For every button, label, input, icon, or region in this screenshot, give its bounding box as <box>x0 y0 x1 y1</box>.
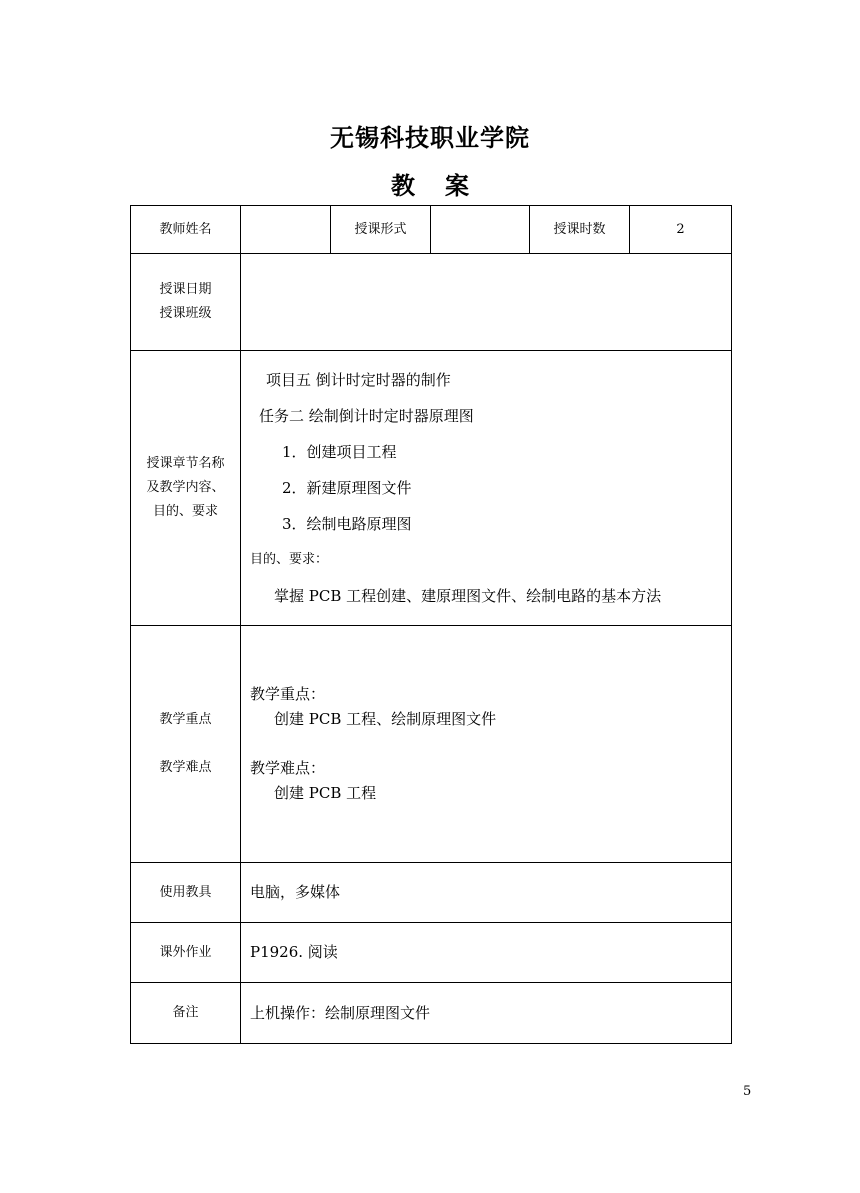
teaching-form-label: 授课形式 <box>331 206 431 254</box>
task-title: 任务二 绘制倒计时定时器原理图 <box>259 407 474 425</box>
teaching-hours-label: 授课时数 <box>530 206 630 254</box>
page-number: 5 <box>743 1084 752 1099</box>
chapter-content-cell <box>241 351 732 626</box>
goal-text: 掌握 PCB 工程创建、建原理图文件、绘制电路的基本方法 <box>274 587 662 605</box>
chapter-content-label-line: 目的、要求 <box>152 504 218 519</box>
teacher-name-label: 教师姓名 <box>131 206 241 254</box>
chapter-content-label-line: 及教学内容、 <box>146 480 225 495</box>
key-point-text: 创建 PCB 工程、绘制原理图文件 <box>274 710 497 728</box>
step-item: 1．创建项目工程 <box>282 443 397 461</box>
difficulty-label: 教学难点 <box>159 760 212 775</box>
key-difficulty-cell <box>241 626 732 863</box>
remarks-value: 上机操作：绘制原理图文件 <box>241 983 732 1044</box>
date-class-label-cell <box>131 254 241 351</box>
document-title-part-2: 案 <box>445 171 469 200</box>
homework-value: P1926. 阅读 <box>241 923 732 983</box>
step-item: 2．新建原理图文件 <box>282 479 412 497</box>
table-row <box>131 983 732 1044</box>
key-point-title: 教学重点： <box>250 685 326 703</box>
difficulty-text: 创建 PCB 工程 <box>274 784 377 802</box>
teaching-aids-label: 使用教具 <box>131 863 241 923</box>
table-row <box>131 626 732 863</box>
table-row <box>131 206 732 254</box>
key-point-label: 教学重点 <box>159 712 212 727</box>
document-title <box>0 166 860 201</box>
teacher-name-value <box>241 206 331 254</box>
lesson-plan-table <box>130 205 732 1044</box>
project-title: 项目五 倒计时定时器的制作 <box>266 371 451 389</box>
teaching-aids-value: 电脑，多媒体 <box>241 863 732 923</box>
document-title-part-1: 教 <box>391 171 415 200</box>
remarks-label: 备注 <box>131 983 241 1044</box>
key-difficulty-label-cell <box>131 626 241 863</box>
chapter-content-label-cell <box>131 351 241 626</box>
teaching-form-value <box>431 206 530 254</box>
table-row <box>131 351 732 626</box>
chapter-content-label-line: 授课章节名称 <box>146 456 225 471</box>
homework-label: 课外作业 <box>131 923 241 983</box>
date-class-value <box>241 254 732 351</box>
table-row <box>131 923 732 983</box>
school-name: 无锡科技职业学院 <box>330 123 530 152</box>
teaching-date-label: 授课日期 <box>159 282 212 297</box>
step-item: 3．绘制电路原理图 <box>282 515 412 533</box>
teaching-hours-value: 2 <box>630 206 732 254</box>
table-row <box>131 254 732 351</box>
goal-label: 目的、要求： <box>250 552 329 567</box>
teaching-class-label: 授课班级 <box>159 306 212 321</box>
table-row <box>131 863 732 923</box>
difficulty-title: 教学难点： <box>250 759 326 777</box>
